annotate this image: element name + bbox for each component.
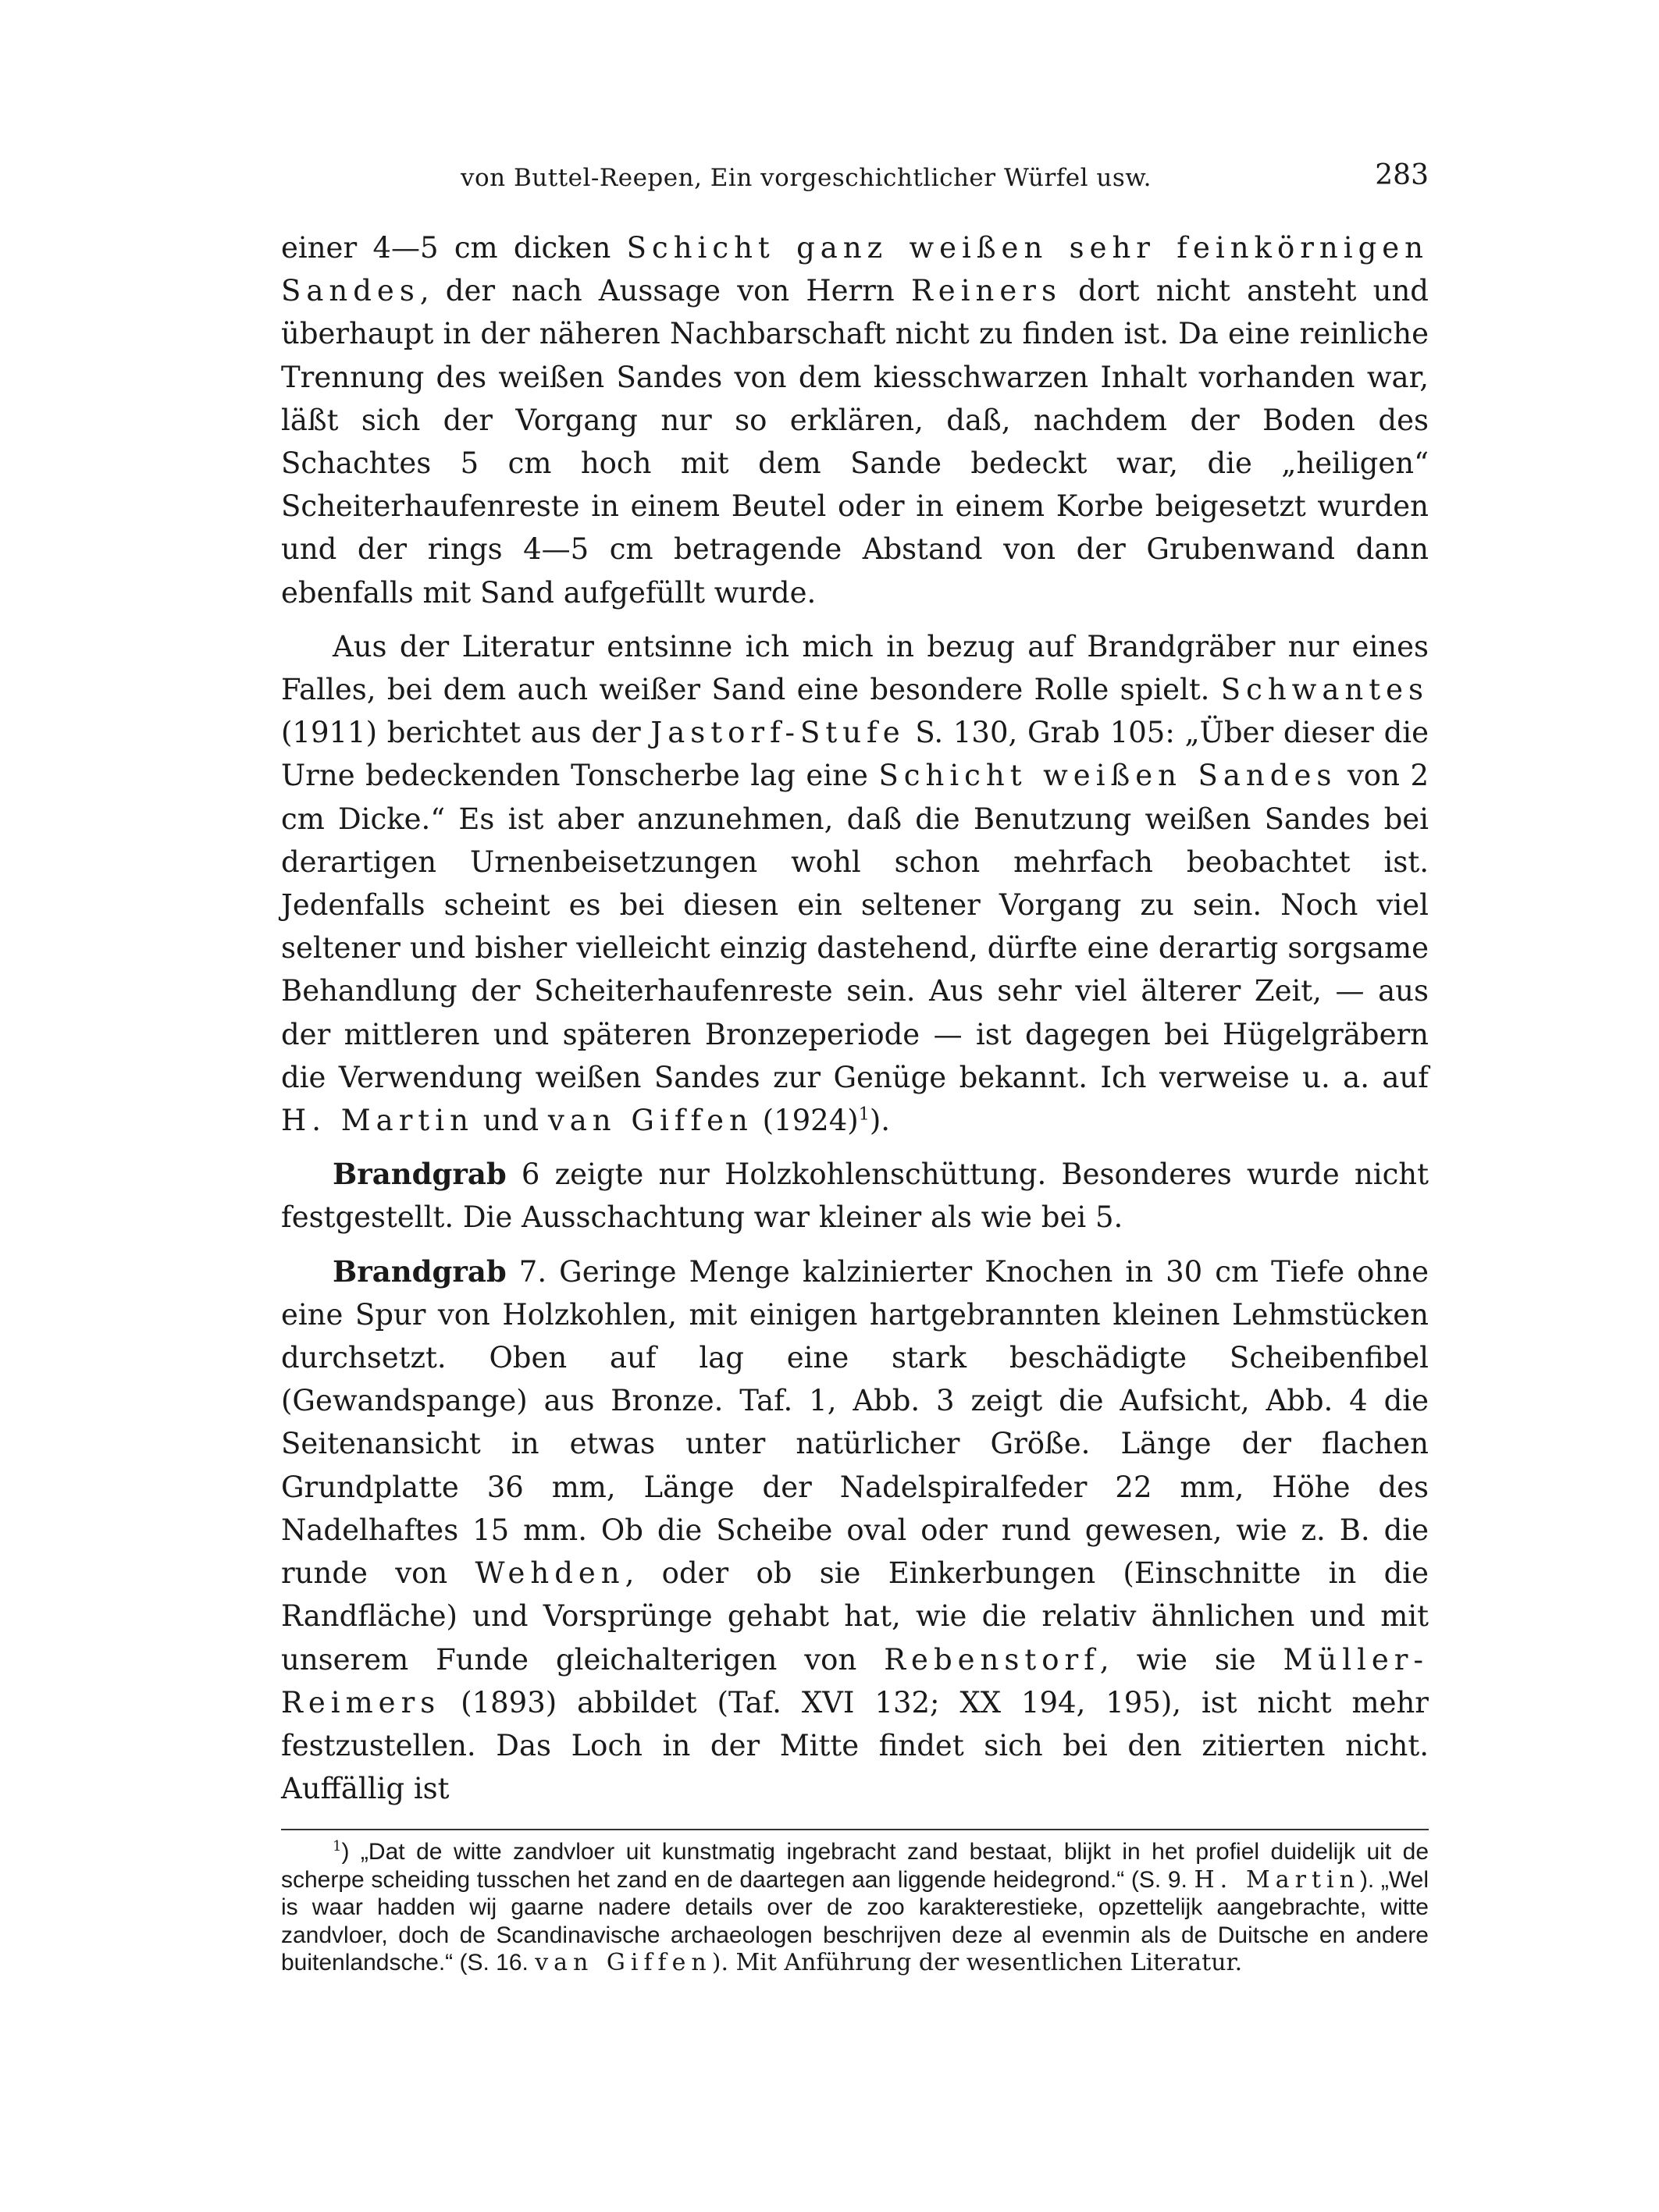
text-run: von 2 cm Dicke.“ Es ist aber anzunehmen, daß die Benutzung weißen Sandes bei derartigen Urnenbeisetzungen wohl schon mehrfach beobachtet ist. Jedenfalls scheint es bei diesen ein seltener Vorgang zu sein. Noch viel seltener und bisher vielleicht einzig dastehend, dürfte eine derartig sorgsame Behandlung der Scheiterhaufenreste sein. Aus sehr viel älterer Zeit, — aus der mittleren und späteren Bronzeperiode — ist dagegen bei Hügelgräbern die Verwendung weißen Sandes zur Genüge bekannt. Ich verweise u. a. auf <box>281 759 1429 1094</box>
author-name: H. Martin <box>281 1104 474 1138</box>
author-name: H. Martin <box>1194 1865 1360 1894</box>
section-heading: Brandgrab <box>333 1254 507 1289</box>
text-run: (1911) berichtet aus der <box>281 716 651 750</box>
text-run: (1893) abbildet (Taf. XVI 132; XX 194, 195), ist nicht mehr festzustellen. Das Loch in der Mitte findet sich bei den zitierten nicht. Auffällig ist <box>281 1685 1429 1806</box>
author-name: van Giffen <box>547 1104 753 1138</box>
place-name: Rebenstorf <box>884 1642 1100 1677</box>
text-run: , der nach Aussage von Herrn <box>419 274 911 308</box>
text-run: ). Mit Anführung der wesentlichen Literatur. <box>711 1949 1243 1977</box>
paragraph-4 <box>281 1250 1429 1811</box>
text-run: 7. Geringe Menge kalzinierter Knochen in 30 cm Tiefe ohne eine Spur von Holzkohlen, mit einigen hartgebrannten kleinen Lehmstücken durchsetzt. Oben auf lag eine stark beschädigte Scheibenfibel (Gewandspange) aus Bronze. Taf. 1, Abb. 3 zeigt die Aufsicht, Abb. 4 die Seitenansicht in etwas unter natürlicher Größe. Länge der flachen Grundplatte 36 mm, Länge der Nadelspiralfeder 22 mm, Höhe des Nadelhaftes 15 mm. Ob die Scheibe oval oder rund gewesen, wie z. B. die runde von <box>281 1254 1429 1591</box>
text-run: Aus der Literatur entsinne ich mich in bezug auf Brandgräber nur eines Falles, bei dem auch weißer Sand eine besondere Rolle spielt. <box>281 629 1429 707</box>
text-run: dort nicht ansteht und überhaupt in der näheren Nachbarschaft nicht zu finden ist. Da eine reinliche Trennung des weißen Sandes von dem kiesschwarzen Inhalt vorhanden war, läßt sich der Vorgang nur so erklären, daß, nachdem der Boden des Schachtes 5 cm hoch mit dem Sande bedeckt war, die „heiligen“ Scheiterhaufenreste in einem Beutel oder in einem Korbe beigesetzt wurden und der rings 4—5 cm betragende Abstand von der Grubenwand dann ebenfalls mit Sand aufgefüllt wurde. <box>281 274 1429 610</box>
text-run: und <box>473 1104 548 1138</box>
author-name: Reiners <box>910 274 1062 308</box>
emphasis-spaced: Schicht ganz weißen sehr feinkörnigen Sandes <box>281 231 1429 308</box>
author-name: van Giffen <box>535 1949 712 1977</box>
text-run: , oder ob sie Einkerbungen (Einschnitte in die Randfläche) und Vorsprünge gehabt hat, wie die relativ ähnlichen und mit unserem Funde gleichalterigen von <box>281 1556 1429 1677</box>
book-page <box>281 156 1429 1977</box>
text-run: ) „Dat de witte zandvloer uit kunstmatig ingebracht zand bestaat, blijkt in het profiel duidelijk uit de scherpe scheiding tusschen het zand en de daartegen aan liggende heidegrond.“ (S. 9. <box>281 1839 1429 1893</box>
author-name: Schwantes <box>1220 673 1429 707</box>
text-run: ). <box>869 1104 891 1138</box>
section-heading: Brandgrab <box>333 1157 507 1192</box>
text-run: , wie sie <box>1099 1642 1283 1677</box>
footnote-divider <box>281 1829 1429 1830</box>
text-run: einer 4—5 cm dicken <box>281 231 627 265</box>
text-run: ). „Wel is waar hadden wij gaarne nadere details over de zoo karakterestieke, opzettelijk aangebrachte, witte zandvloer, doch de Scandinavische archaeologen beschrijven deze al evenmin als de Duitsche en andere buitenlandsche.“ (S. 16. <box>281 1866 1429 1976</box>
paragraph-2 <box>281 625 1429 1142</box>
paragraph-3 <box>281 1153 1429 1239</box>
emphasis-spaced: Schicht weißen Sandes <box>878 759 1337 793</box>
text-run: S. 130, Grab 105: „Über dieser die Urne bedeckenden Tonscherbe lag eine <box>281 716 1429 793</box>
footnote-marker: 1 <box>333 1838 342 1855</box>
text-run: 6 zeigte nur Holzkohlenschüttung. Besonderes wurde nicht festgestellt. Die Ausschachtung war kleiner als wie bei 5. <box>281 1158 1429 1235</box>
footnote-ref: 1 <box>858 1104 870 1125</box>
running-head <box>281 156 1429 203</box>
author-name: Müller-Reimers <box>281 1642 1429 1719</box>
text-run: (1924) <box>753 1104 859 1138</box>
running-title: von Buttel-Reepen, Ein vorgeschichtlicher Würfel usw. <box>461 164 1152 192</box>
page-number: 283 <box>1375 159 1429 191</box>
body-text <box>281 226 1429 1810</box>
paragraph-1 <box>281 226 1429 614</box>
emphasis-spaced: Jastorf-Stufe <box>650 716 906 750</box>
place-name: Wehden <box>475 1556 625 1591</box>
footnote <box>281 1838 1429 1977</box>
